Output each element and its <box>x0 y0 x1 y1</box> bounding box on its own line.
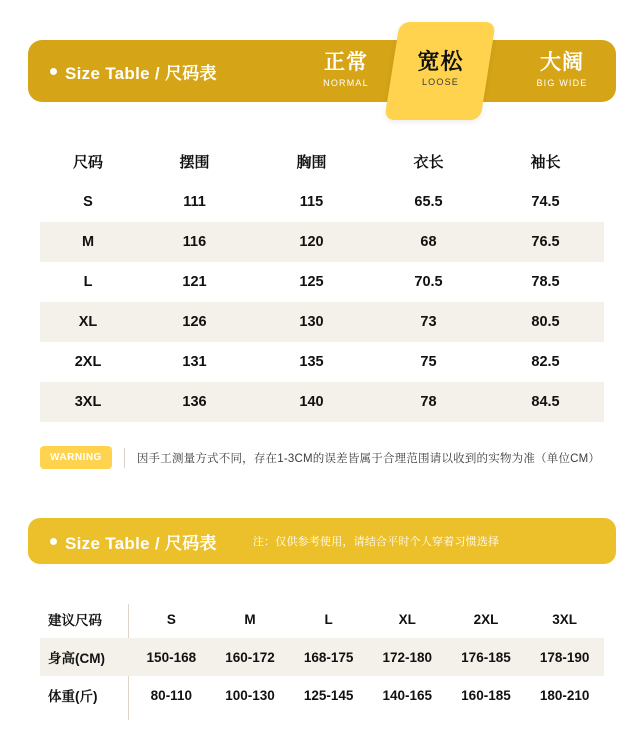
cell-bust: 130 <box>299 314 324 330</box>
col-header-xl: XL <box>398 611 416 627</box>
cell-height-s: 150-168 <box>146 649 197 665</box>
tab-loose-label-cn: 宽松 <box>417 49 464 74</box>
recommend-banner <box>28 518 616 564</box>
status-badge: WARNING <box>40 446 112 469</box>
cell-hem: 116 <box>182 234 207 250</box>
bullet-dot-icon <box>50 68 57 75</box>
tab-normal[interactable] <box>292 40 400 88</box>
table-row <box>40 222 604 262</box>
cell-bust: 115 <box>299 194 324 210</box>
cell-hem: 136 <box>182 394 207 410</box>
cell-height-l: 168-175 <box>303 649 354 665</box>
cell-length: 65.5 <box>414 194 443 210</box>
warning-text: 因手工测量方式不同，存在1-3CM的误差皆属于合理范围请以收到的实物为准（单位CM） <box>136 452 601 465</box>
cell-height-2xl: 176-185 <box>461 649 511 665</box>
table-row <box>40 676 604 714</box>
cell-length: 73 <box>420 314 437 330</box>
tab-bigwide-label-en: BIG WIDE <box>536 78 588 88</box>
bullet-dot-icon <box>50 538 57 545</box>
banner2-title-group <box>50 529 217 554</box>
col-header-bust: 胸围 <box>296 153 327 171</box>
section-note: 注：仅供参考使用，请结合平时个人穿着习惯选择 <box>252 536 500 548</box>
cell-sleeve: 80.5 <box>531 314 560 330</box>
table-row <box>40 382 604 422</box>
cell-size: 3XL <box>74 394 102 410</box>
col-header-recommend: 建议尺码 <box>48 613 102 628</box>
cell-sleeve: 76.5 <box>531 234 560 250</box>
table-header-row <box>40 140 604 182</box>
cell-size: S <box>83 194 93 210</box>
section-title: Size Table / 尺码表 <box>65 533 217 553</box>
row-label-weight: 体重(斤) <box>48 689 98 704</box>
table-header-row <box>40 600 604 638</box>
table-row <box>40 182 604 222</box>
cell-bust: 120 <box>299 234 324 250</box>
cell-weight-xl: 140-165 <box>382 687 433 703</box>
cell-length: 68 <box>420 234 437 250</box>
cell-hem: 131 <box>182 354 207 370</box>
cell-weight-2xl: 160-185 <box>461 687 511 703</box>
divider <box>124 448 125 468</box>
table-row <box>40 638 604 676</box>
cell-sleeve: 82.5 <box>531 354 560 370</box>
cell-sleeve: 74.5 <box>531 194 560 210</box>
tab-normal-label-en: NORMAL <box>323 78 369 88</box>
cell-weight-m: 100-130 <box>225 687 275 703</box>
tab-loose-label-en: LOOSE <box>421 77 459 87</box>
cell-weight-l: 125-145 <box>303 687 354 703</box>
cell-weight-s: 80-110 <box>150 687 192 703</box>
size-table-banner <box>28 40 616 102</box>
cell-height-m: 160-172 <box>225 649 275 665</box>
fit-tabs <box>288 40 616 102</box>
cell-bust: 135 <box>299 354 324 370</box>
col-header-sleeve: 袖长 <box>530 153 561 171</box>
cell-length: 70.5 <box>414 274 443 290</box>
cell-hem: 126 <box>182 314 207 330</box>
tab-loose[interactable] <box>384 22 496 120</box>
cell-size: L <box>83 274 93 290</box>
cell-hem: 121 <box>182 274 207 290</box>
cell-height-xl: 172-180 <box>382 649 433 665</box>
cell-length: 78 <box>420 394 437 410</box>
col-header-hem: 摆围 <box>179 153 210 171</box>
table-row <box>40 342 604 382</box>
cell-weight-3xl: 180-210 <box>539 687 590 703</box>
cell-height-3xl: 178-190 <box>539 649 590 665</box>
banner-title-group <box>50 59 288 84</box>
recommend-size-table <box>40 600 604 714</box>
tab-bigwide-label-cn: 大阔 <box>540 51 584 74</box>
cell-sleeve: 78.5 <box>531 274 560 290</box>
table-row <box>40 302 604 342</box>
tab-normal-label-cn: 正常 <box>324 51 368 74</box>
row-label-height: 身高(CM) <box>48 651 105 666</box>
cell-length: 75 <box>420 354 437 370</box>
cell-size: XL <box>78 314 98 330</box>
col-header-3xl: 3XL <box>552 611 578 627</box>
col-header-m: M <box>244 611 256 627</box>
cell-sleeve: 84.5 <box>531 394 560 410</box>
size-measurement-table <box>40 140 604 422</box>
col-header-length: 衣长 <box>413 153 444 171</box>
warning-row <box>40 446 600 469</box>
col-header-s: S <box>166 611 176 627</box>
page-title: Size Table / 尺码表 <box>65 63 217 83</box>
col-header-size: 尺码 <box>72 153 103 171</box>
col-header-2xl: 2XL <box>473 611 499 627</box>
cell-bust: 125 <box>299 274 324 290</box>
cell-bust: 140 <box>299 394 324 410</box>
tab-bigwide[interactable] <box>508 40 616 88</box>
table-row <box>40 262 604 302</box>
col-header-l: L <box>324 611 333 627</box>
cell-hem: 111 <box>183 194 206 210</box>
cell-size: 2XL <box>74 354 102 370</box>
cell-size: M <box>81 234 95 250</box>
